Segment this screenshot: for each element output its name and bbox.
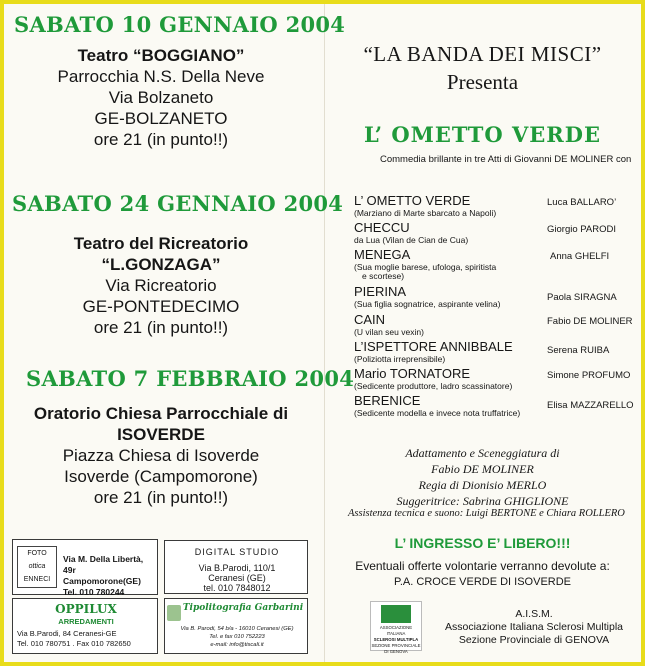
cast-desc: (Sua moglie barese, ufologa, spiritista <box>354 262 497 272</box>
cast-actor: Elisa MAZZARELLO <box>547 400 634 411</box>
event-venue-title: ISOVERDE <box>117 425 205 444</box>
flyer-page <box>4 4 641 662</box>
cast-desc: (Sedicente modella e invece nota truffatrice) <box>354 408 521 418</box>
cast-actor: Serena RUIBA <box>547 345 610 356</box>
event-venue-title: Teatro del Ricreatorio <box>73 234 249 253</box>
cast-role: L’ OMETTO VERDE <box>354 193 471 208</box>
cast-role: BERENICE <box>354 393 421 408</box>
cast-row <box>354 394 641 420</box>
event-venue-line: GE-PONTEDECIMO <box>82 297 240 316</box>
address-line: Via B. Parodi, 54 b/a - 16010 Ceranesi (GE) <box>180 626 294 632</box>
event-venue-2 <box>8 233 314 338</box>
cast-actor: Anna GHELFI <box>550 251 610 262</box>
address-line: Via B.Parodi, 110/1 <box>198 563 276 573</box>
cast-row <box>354 248 641 282</box>
cast-actor: Luca BALLARO’ <box>547 197 617 208</box>
donation-note: Eventuali offerte volontarie verranno devolute a: <box>355 559 610 573</box>
credit-line: Suggeritrice: Sabrina GHIGLIONE <box>396 494 569 508</box>
ad-digital-studio <box>164 540 308 594</box>
event-venue-1 <box>8 45 314 150</box>
aism-logo-text: SEZIONE PROVINCIALE <box>371 643 421 648</box>
digital-studio-logo: DIGITAL STUDIO <box>194 547 280 557</box>
credit-line: Assistenza tecnica e suono: Luigi BERTONE e Chiara ROLLERO <box>348 508 625 519</box>
digital-address <box>165 563 309 593</box>
play-title: L’ OMETTO VERDE <box>364 122 601 147</box>
credit-line: Regia di Dionisio MERLO <box>418 478 547 492</box>
aism-logo-text: SCLEROSI MULTIPLA <box>373 637 419 642</box>
cast-row <box>354 194 641 220</box>
aism-text <box>434 608 634 647</box>
cast-actor: Simone PROFUMO <box>547 370 631 381</box>
cast-actor: Paola SIRAGNA <box>547 292 617 303</box>
event-time: ore 21 (in punto!!) <box>93 488 229 507</box>
address-line: Ceranesi (GE) <box>208 573 266 583</box>
event-venue-line: Via Ricreatorio <box>105 276 217 295</box>
cast-desc: (U vilan seu vexin) <box>354 327 424 337</box>
event-venue-3 <box>8 403 314 508</box>
aism-line: Sezione Provinciale di GENOVA <box>458 634 610 646</box>
cast-desc: (Sedicente produttore, ladro scassinatore) <box>354 381 513 391</box>
cast-role: PIERINA <box>354 284 407 299</box>
ad-foto-enneci <box>12 539 158 595</box>
ad-tipolitografia <box>164 598 308 654</box>
credit-line: Fabio DE MOLINER <box>431 462 534 476</box>
aism-logo-mark <box>381 605 411 623</box>
address-line: Via M. Della Libertà, 49r <box>63 554 144 575</box>
cast-desc: e scortese) <box>362 271 405 281</box>
oppilux-sub: ARREDAMENTI <box>58 617 114 626</box>
oppilux-logo: OPPILUX <box>55 602 117 616</box>
cast-desc: da Lua (Vilan de Cian de Cua) <box>354 235 469 245</box>
event-time: ore 21 (in punto!!) <box>93 318 229 337</box>
cast-desc: (Poliziotta irreprensibile) <box>354 354 446 364</box>
foto-address <box>63 554 157 598</box>
tipolito-emblem <box>167 605 181 621</box>
aism-logo <box>370 601 422 654</box>
cast-desc: (Marziano di Marte sbarcato a Napoli) <box>354 208 497 218</box>
cast-row <box>354 221 641 247</box>
event-venue-title: “L.GONZAGA” <box>101 255 221 274</box>
cast-role: MENEGA <box>354 247 411 262</box>
cast-row <box>354 285 641 311</box>
aism-logo-text: DI GENOVA <box>384 649 408 654</box>
tipolito-logo: Tipolitografia Garbarini <box>182 603 304 613</box>
foto-logo-text: ENNECI <box>23 576 51 583</box>
cast-role: Mario TORNATORE <box>354 366 471 381</box>
address-line: Via B.Parodi, 84 Ceranesi-GE <box>17 629 117 638</box>
phone-line: Tel. 010 780751 . Fax 010 782650 <box>17 639 131 648</box>
aism-line: A.I.S.M. <box>515 608 553 620</box>
donation-recipient: P.A. CROCE VERDE DI ISOVERDE <box>393 576 572 588</box>
troupe-name: “LA BANDA DEI MISCI” <box>363 42 602 66</box>
cast-row <box>354 340 641 366</box>
event-venue-line: Piazza Chiesa di Isoverde <box>62 446 260 465</box>
credit-line: Adattamento e Sceneggiatura di <box>405 446 560 460</box>
foto-logo-text: ottica <box>28 563 46 570</box>
ad-oppilux <box>12 598 158 654</box>
cast-row <box>354 313 641 339</box>
play-subtitle: Commedia brillante in tre Atti di Giovanni DE MOLINER con <box>380 154 632 165</box>
phone-line: Tel. e fax 010 752223 <box>209 634 265 640</box>
event-date-1: SABATO 10 GENNAIO 2004 <box>14 12 346 37</box>
phone-line: Tel. 010 780244 <box>63 587 125 597</box>
oppilux-address <box>17 629 131 649</box>
cast-actor: Fabio DE MOLINER <box>547 316 633 327</box>
event-venue-title: Oratorio Chiesa Parrocchiale di <box>33 404 289 423</box>
event-venue-line: Isoverde (Campomorone) <box>64 467 258 486</box>
event-time: ore 21 (in punto!!) <box>93 130 229 149</box>
event-date-3: SABATO 7 FEBBRAIO 2004 <box>26 366 355 391</box>
cast-role: L’ISPETTORE ANNIBBALE <box>354 339 513 354</box>
address-line: Campomorone(GE) <box>63 576 141 586</box>
event-venue-title: Teatro “BOGGIANO” <box>77 46 245 65</box>
phone-line: tel. 010 7848012 <box>203 583 271 593</box>
cast-row <box>354 367 641 393</box>
event-venue-line: Via Bolzaneto <box>108 88 214 107</box>
aism-logo-text: ASSOCIAZIONE ITALIANA <box>379 625 413 636</box>
presenta-label: Presenta <box>446 70 519 94</box>
free-entry-banner: L’ INGRESSO E’ LIBERO!!! <box>394 535 571 551</box>
cast-role: CHECCU <box>354 220 410 235</box>
cast-actor: Giorgio PARODI <box>547 224 616 235</box>
foto-logo <box>17 546 57 588</box>
aism-line: Associazione Italiana Sclerosi Multipla <box>444 621 623 633</box>
event-venue-line: Parrocchia N.S. Della Neve <box>57 67 265 86</box>
foto-logo-text: FOTO <box>27 550 47 557</box>
email-line: e-mail: info@tiscali.it <box>210 642 264 648</box>
cast-role: CAIN <box>354 312 386 327</box>
tipolito-address <box>167 625 307 649</box>
event-date-2: SABATO 24 GENNAIO 2004 <box>12 191 344 216</box>
event-venue-line: GE-BOLZANETO <box>94 109 228 128</box>
cast-desc: (Sua figlia sognatrice, aspirante velina) <box>354 299 501 309</box>
